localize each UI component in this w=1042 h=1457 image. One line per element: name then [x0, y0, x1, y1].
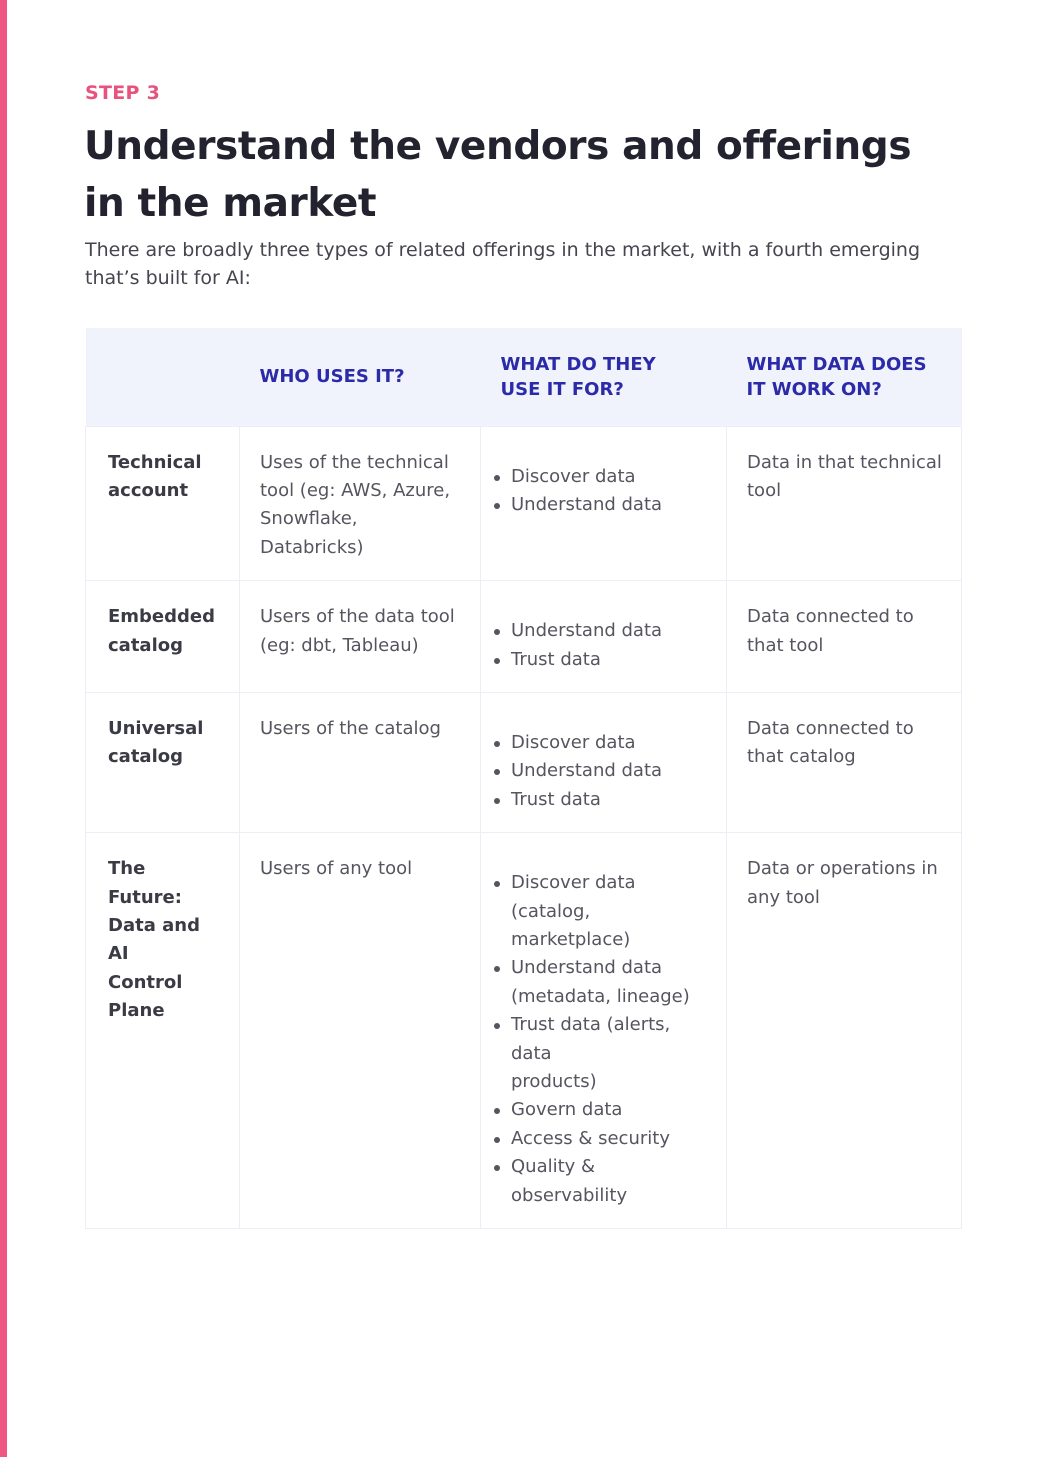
row-label-line: Technical — [108, 451, 202, 473]
row-label-line: Control Plane — [108, 971, 183, 1022]
header-what-for-l2: USE IT FOR? — [500, 378, 624, 400]
uses-cell — [481, 426, 727, 581]
uses-list-item: Discover data — [491, 463, 712, 491]
row-label-line: account — [108, 479, 189, 501]
uses-line: (metadata, lineage) — [511, 985, 690, 1007]
uses-list-item: Understand data — [491, 491, 712, 519]
data-scope-line: Data in that technical — [747, 451, 942, 473]
header-who-uses-text: WHO USES IT? — [259, 366, 405, 388]
data-scope-cell — [727, 833, 962, 1229]
uses-list-item — [491, 1153, 712, 1210]
uses-line: Govern data — [511, 1099, 623, 1121]
uses-list-item: Trust data — [491, 646, 712, 674]
who-uses-cell — [240, 692, 481, 832]
who-uses-cell — [240, 833, 481, 1229]
uses-list-item — [491, 954, 712, 1011]
uses-list — [491, 463, 712, 520]
accent-bar — [0, 0, 7, 1457]
header-what-data — [727, 328, 962, 426]
intro-line-1: There are broadly three types of related offerings in the market, with a fourth emerging — [85, 239, 921, 261]
row-label-line: catalog — [108, 746, 183, 768]
table-row — [86, 692, 962, 832]
table-row — [86, 426, 962, 581]
data-scope-line: Data or operations in — [747, 858, 938, 880]
uses-line: Discover data (catalog, — [511, 872, 636, 922]
step-label: STEP 3 — [85, 82, 161, 104]
table-header-row — [86, 328, 962, 426]
data-scope-line: that tool — [747, 634, 824, 656]
uses-list-item — [491, 1011, 712, 1096]
uses-line: Access & security — [511, 1127, 670, 1149]
uses-cell — [481, 833, 727, 1229]
header-empty — [86, 328, 240, 426]
uses-list — [491, 617, 712, 674]
intro-paragraph — [85, 236, 945, 292]
row-label-line: The Future: — [108, 858, 182, 908]
uses-list-item: Understand data — [491, 617, 712, 645]
uses-cell — [481, 581, 727, 693]
header-who-uses — [240, 328, 481, 426]
row-label-line: Data and AI — [108, 914, 200, 965]
offerings-table — [85, 328, 962, 1229]
intro-line-2: that’s built for AI: — [85, 267, 251, 289]
data-scope-cell — [727, 426, 962, 581]
who-uses-line: Users of the data tool — [260, 606, 455, 628]
who-uses-line: Uses of the technical — [260, 451, 449, 473]
data-scope-cell — [727, 581, 962, 693]
title-line-2: in the market — [84, 181, 377, 226]
uses-line: products) — [511, 1071, 597, 1092]
row-label — [86, 426, 240, 581]
uses-line: Quality & observability — [511, 1156, 628, 1206]
uses-list-item: Discover data — [491, 729, 712, 757]
page-title — [84, 118, 944, 232]
who-uses-line: Snowflake, Databricks) — [260, 508, 364, 558]
who-uses-cell — [240, 581, 481, 693]
row-label — [86, 581, 240, 693]
uses-list-item: Trust data — [491, 786, 712, 814]
header-what-data-l1: WHAT DATA DOES — [746, 353, 927, 375]
uses-line: marketplace) — [511, 928, 631, 950]
data-scope-line: any tool — [747, 886, 820, 908]
data-scope-cell — [727, 692, 962, 832]
who-uses-line: tool (eg: AWS, Azure, — [260, 479, 451, 501]
data-scope-line: tool — [747, 479, 782, 501]
data-scope-line: Data connected to — [747, 717, 914, 739]
who-uses-line: (eg: dbt, Tableau) — [260, 634, 419, 656]
data-scope-line: Data connected to — [747, 606, 914, 628]
uses-list-item: Understand data — [491, 757, 712, 785]
who-uses-line: Users of any tool — [260, 858, 413, 880]
header-what-for — [481, 328, 727, 426]
uses-list-item — [491, 1125, 712, 1153]
title-line-1: Understand the vendors and offerings — [84, 124, 912, 169]
uses-cell — [481, 692, 727, 832]
uses-line: Understand data — [511, 957, 663, 979]
data-scope-line: that catalog — [747, 746, 856, 768]
table-row — [86, 833, 962, 1229]
uses-list-item — [491, 869, 712, 954]
row-label — [86, 692, 240, 832]
row-label-line: Universal — [108, 717, 204, 739]
who-uses-line: Users of the catalog — [260, 717, 441, 739]
row-label-line: Embedded — [108, 606, 216, 628]
header-what-data-l2: IT WORK ON? — [746, 378, 882, 400]
who-uses-cell — [240, 426, 481, 581]
header-what-for-l1: WHAT DO THEY — [500, 353, 656, 375]
uses-list — [491, 869, 712, 1210]
table-row — [86, 581, 962, 693]
uses-list — [491, 729, 712, 814]
row-label — [86, 833, 240, 1229]
uses-line: Trust data (alerts, data — [511, 1014, 671, 1064]
row-label-line: catalog — [108, 634, 183, 656]
uses-list-item — [491, 1096, 712, 1124]
